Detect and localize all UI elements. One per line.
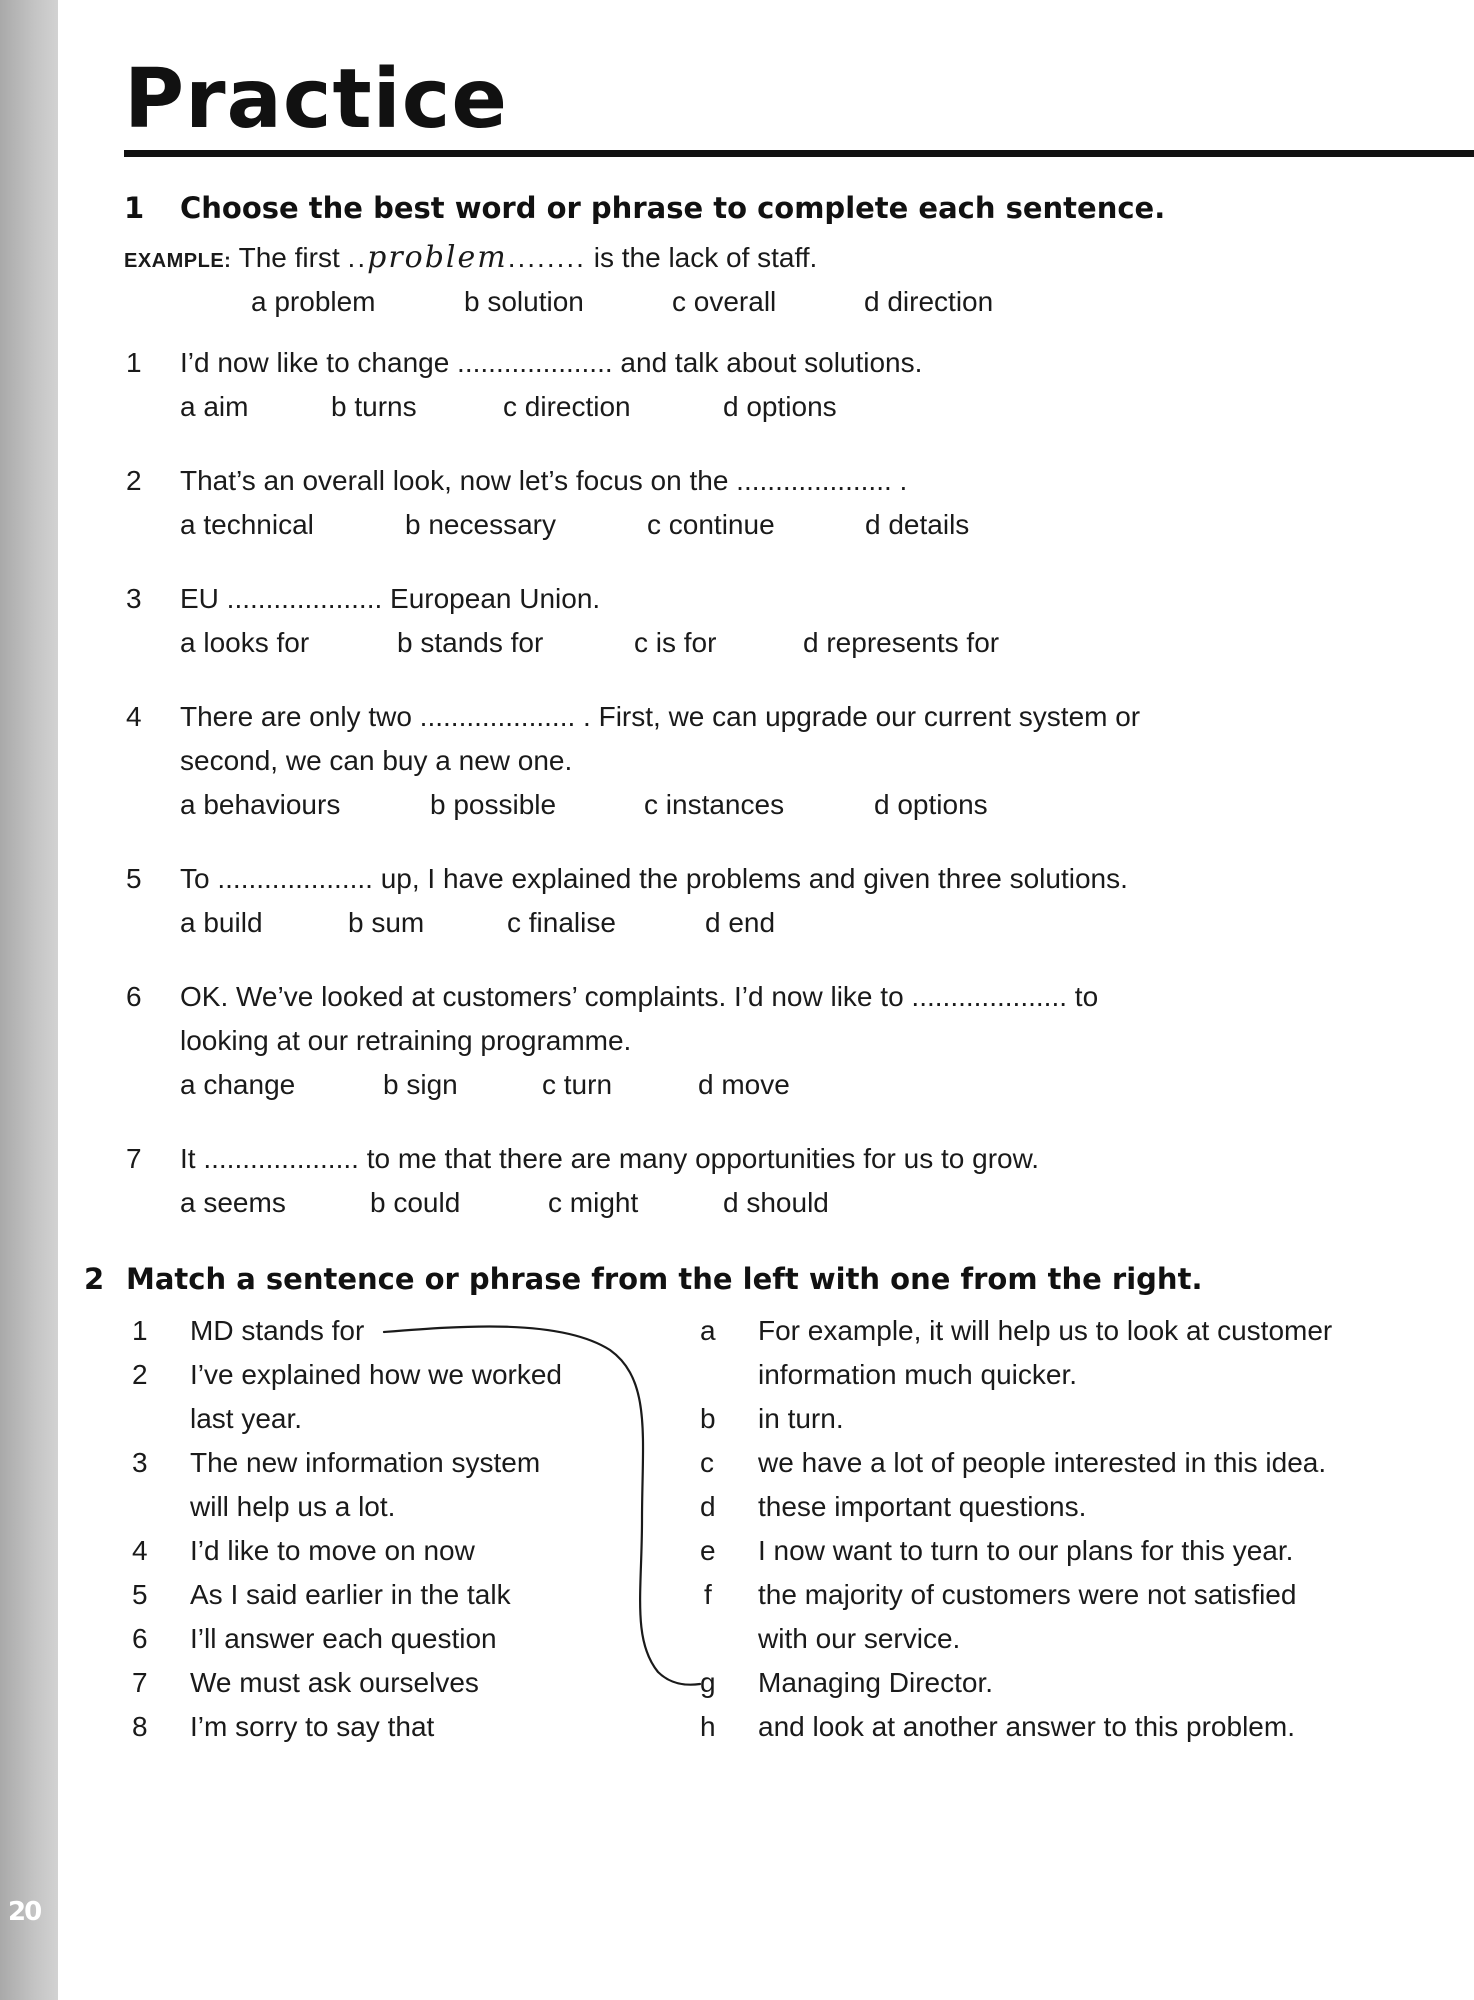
left-item-number: 2 [132, 1359, 148, 1390]
question-option: a looks for [180, 627, 310, 658]
question-option: c continue [647, 509, 775, 540]
right-item-text: Managing Director. [758, 1667, 994, 1698]
question-text-continued: second, we can buy a new one. [180, 745, 573, 776]
right-item-letter: g [700, 1667, 716, 1698]
left-item-number: 1 [132, 1315, 148, 1346]
example-dots-right: ........ [507, 242, 586, 273]
left-item-text: MD stands for [190, 1315, 365, 1346]
example-dots-left: .. [347, 242, 368, 273]
question-text: EU .................... European Union. [180, 583, 601, 614]
question-text: I’d now like to change .................... and talk about solutions. [180, 347, 923, 378]
question-option: a build [180, 907, 263, 938]
left-item-text: I’ll answer each question [190, 1623, 497, 1654]
question-option: c instances [644, 789, 785, 820]
left-item-number: 3 [132, 1447, 148, 1478]
right-item-text-continued: information much quicker. [758, 1359, 1078, 1390]
left-item-text: I’ve explained how we worked [190, 1359, 562, 1390]
section1-heading-text: Choose the best word or phrase to complete each sentence. [180, 191, 1166, 225]
question-option: b possible [430, 789, 557, 820]
left-item-text: As I said earlier in the talk [190, 1579, 511, 1610]
left-item-text: The new information system [190, 1447, 541, 1478]
question-option: c finalise [507, 907, 616, 938]
example-handwritten-answer: problem [367, 240, 508, 275]
right-item-letter: c [700, 1447, 714, 1478]
question-number: 7 [126, 1143, 142, 1174]
question-option: d options [723, 391, 837, 422]
question-option: a aim [180, 391, 249, 422]
question-number: 6 [126, 981, 142, 1012]
right-item-letter: b [700, 1403, 716, 1434]
question-option: c is for [634, 627, 717, 658]
question-option: c might [548, 1187, 639, 1218]
example-option: b solution [464, 286, 584, 317]
example-text-after: is the lack of staff. [593, 242, 818, 273]
question-option: b sign [383, 1069, 458, 1100]
right-item-text: these important questions. [758, 1491, 1087, 1522]
question-number: 3 [126, 583, 142, 614]
right-item-text-continued: with our service. [758, 1623, 961, 1654]
question-text: It .................... to me that there are many opportunities for us to grow. [180, 1143, 1040, 1174]
question-option: d move [698, 1069, 790, 1100]
left-item-number: 8 [132, 1711, 148, 1742]
example-option: a problem [251, 286, 376, 317]
example-text-before: The first [238, 242, 340, 273]
question-option: b necessary [405, 509, 556, 540]
question-option: b could [370, 1187, 461, 1218]
left-item-number: 4 [132, 1535, 148, 1566]
question-option: d options [874, 789, 988, 820]
left-item-text-continued: last year. [190, 1403, 303, 1434]
question-text: OK. We’ve looked at customers’ complaints. I’d now like to .................... to [180, 981, 1099, 1012]
right-item-text: we have a lot of people interested in this idea. [758, 1447, 1327, 1478]
right-item-text: I now want to turn to our plans for this year. [758, 1535, 1294, 1566]
question-number: 2 [126, 465, 142, 496]
left-item-text-continued: will help us a lot. [190, 1491, 396, 1522]
section1-number: 1 [124, 191, 145, 225]
question-number: 1 [126, 347, 142, 378]
right-item-text: in turn. [758, 1403, 844, 1434]
right-item-text: the majority of customers were not satisfied [758, 1579, 1297, 1610]
question-number: 5 [126, 863, 142, 894]
left-item-number: 5 [132, 1579, 148, 1610]
right-item-text: For example, it will help us to look at customer [758, 1315, 1333, 1346]
example-label: EXAMPLE: [124, 250, 232, 272]
question-option: d should [723, 1187, 829, 1218]
question-option: a behaviours [180, 789, 341, 820]
left-item-text: I’d like to move on now [190, 1535, 475, 1566]
question-text: That’s an overall look, now let’s focus on the .................... . [180, 465, 908, 496]
example-option: d direction [864, 286, 994, 317]
question-text-continued: looking at our retraining programme. [180, 1025, 632, 1056]
page-number: 20 [8, 1897, 41, 1927]
question-number: 4 [126, 701, 142, 732]
right-item-letter: d [700, 1491, 716, 1522]
question-option: d end [705, 907, 776, 938]
question-option: d details [865, 509, 970, 540]
question-option: a technical [180, 509, 314, 540]
question-option: a seems [180, 1187, 286, 1218]
right-item-letter: f [704, 1579, 712, 1610]
right-item-text: and look at another answer to this problem. [758, 1711, 1295, 1742]
question-option: c direction [503, 391, 631, 422]
question-option: d represents for [803, 627, 1000, 658]
question-option: c turn [542, 1069, 613, 1100]
right-item-letter: h [700, 1711, 716, 1742]
right-item-letter: e [700, 1535, 716, 1566]
example-option: c overall [672, 286, 777, 317]
question-text: There are only two .................... . First, we can upgrade our current system or [180, 701, 1141, 732]
left-item-text: I’m sorry to say that [190, 1711, 435, 1742]
section2-heading-text: Match a sentence or phrase from the left with one from the right. [126, 1262, 1203, 1296]
left-item-number: 6 [132, 1623, 148, 1654]
question-option: b sum [348, 907, 425, 938]
question-option: b stands for [397, 627, 544, 658]
question-option: b turns [331, 391, 417, 422]
right-item-letter: a [700, 1315, 716, 1346]
question-option: a change [180, 1069, 296, 1100]
left-item-text: We must ask ourselves [190, 1667, 479, 1698]
section2-number: 2 [84, 1262, 105, 1296]
question-text: To .................... up, I have explained the problems and given three solutions. [180, 863, 1128, 894]
left-item-number: 7 [132, 1667, 148, 1698]
page-title: Practice [124, 52, 509, 147]
